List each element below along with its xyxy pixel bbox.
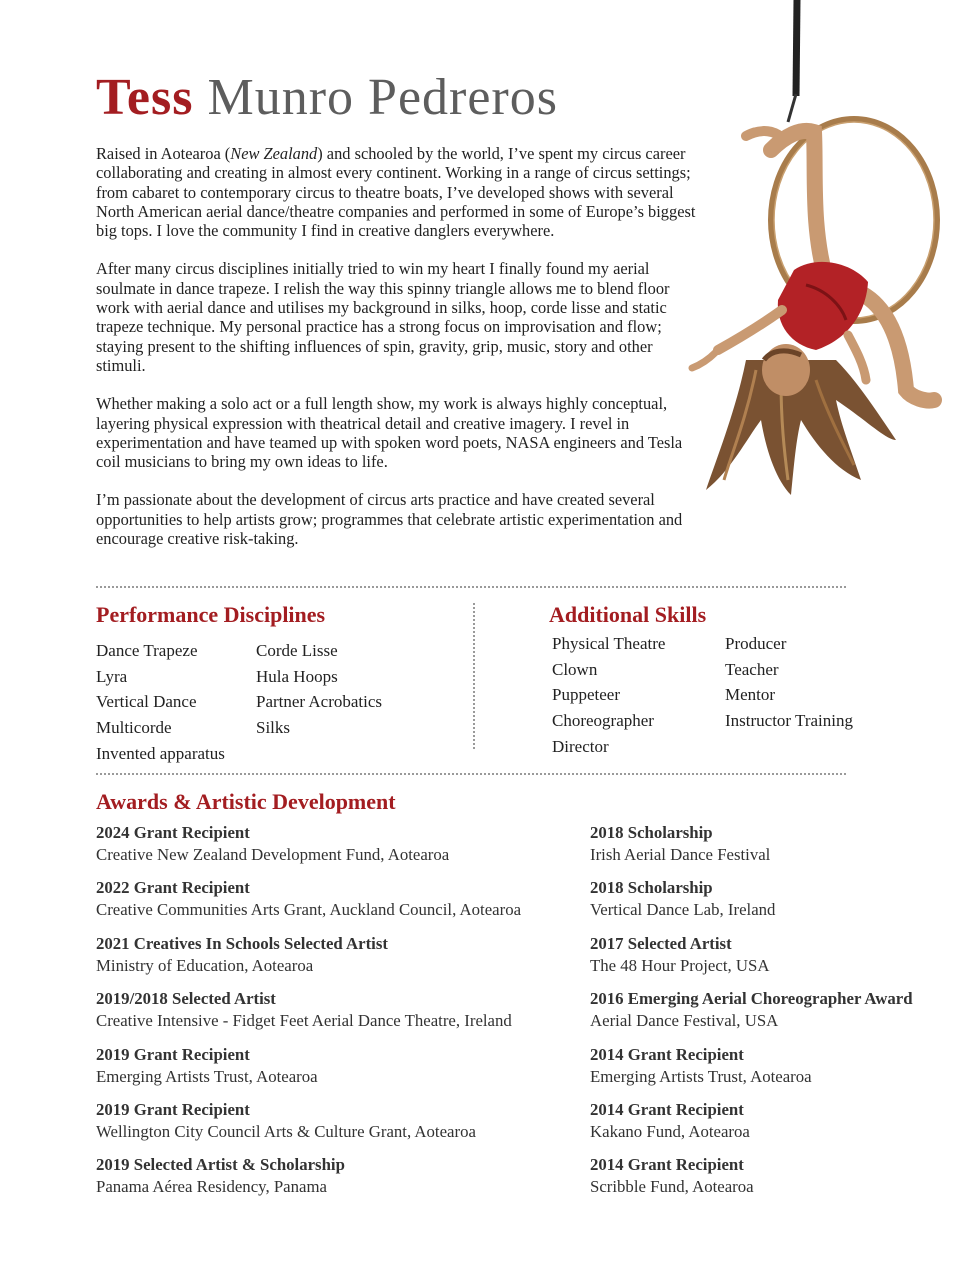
list-item: Physical Theatre	[552, 634, 666, 653]
award-title: 2024 Grant Recipient	[96, 823, 250, 842]
award-title: 2014 Grant Recipient	[590, 1155, 744, 1175]
award-detail: Vertical Dance Lab, Ireland	[590, 900, 776, 920]
award-detail: Wellington City Council Arts & Culture Grant, Aotearoa	[96, 1121, 476, 1141]
award-detail: Creative New Zealand Development Fund, Aotearoa	[96, 845, 450, 864]
award-detail: Emerging Artists Trust, Aotearoa	[96, 1066, 318, 1086]
column-divider	[473, 603, 475, 749]
award-title: 2021 Creatives In Schools Selected Artist	[96, 933, 388, 953]
list-item: Silks	[256, 718, 291, 738]
award-detail: The 48 Hour Project, USA	[590, 955, 770, 975]
section-divider-bottom	[96, 773, 846, 775]
award-item	[96, 1154, 521, 1209]
bio-p1-text-b: ) and schooled by the world, I’ve spent my circus career collaborating and creating in almost every continent. Working in a range of circus settings; from cabaret to contemporary circus to theatre boats, I’ve developed shows with several North American aerial dance/theatre companies and performed in some of Europe’s biggest big tops. I love the community I find in creative danglers everywhere.	[96, 144, 696, 241]
award-title: 2018 Scholarship	[590, 823, 713, 842]
bio-paragraph-1	[96, 144, 706, 240]
award-item	[96, 933, 521, 988]
list-item: Teacher	[725, 659, 779, 679]
list-item: Mentor	[725, 685, 776, 705]
first-name: Tess	[96, 69, 194, 126]
award-title: 2019 Grant Recipient	[96, 1044, 250, 1064]
award-detail: Scribble Fund, Aotearoa	[590, 1177, 754, 1197]
award-item	[96, 1099, 521, 1154]
disciplines-title: Performance Disciplines	[96, 602, 326, 627]
award-item	[590, 822, 913, 877]
skills-list-col1	[552, 631, 665, 759]
award-item	[590, 988, 913, 1043]
award-title: 2017 Selected Artist	[590, 933, 732, 953]
list-item: Producer	[725, 634, 787, 653]
award-detail: Irish Aerial Dance Festival	[590, 845, 771, 864]
award-title: 2019 Selected Artist & Scholarship	[96, 1155, 345, 1175]
award-title: 2019/2018 Selected Artist	[96, 989, 276, 1009]
list-item: Partner Acrobatics	[256, 692, 383, 712]
list-item: Hula Hoops	[256, 666, 338, 686]
award-detail: Panama Aérea Residency, Panama	[96, 1177, 327, 1197]
award-item	[590, 877, 913, 932]
award-item	[96, 822, 521, 877]
award-detail: Creative Communities Arts Grant, Auckland Council, Aotearoa	[96, 900, 522, 920]
bio-section	[96, 144, 706, 567]
bio-p1-italic: New Zealand	[230, 144, 318, 163]
award-detail: Creative Intensive - Fidget Feet Aerial Dance Theatre, Ireland	[96, 1011, 512, 1031]
bio-paragraph-4: I’m passionate about the development of circus arts practice and have created several opportunities to help artists grow; programmes that celebrate artistic experimentation and encourage creative risk-taking.	[96, 490, 683, 549]
award-item	[96, 877, 521, 932]
award-title: 2019 Grant Recipient	[96, 1099, 250, 1119]
list-item: Corde Lisse	[256, 641, 338, 660]
list-item: Vertical Dance	[96, 692, 197, 712]
list-item: Choreographer	[552, 711, 654, 731]
award-item	[590, 933, 913, 988]
award-item	[590, 1099, 913, 1154]
skills-title: Additional Skills	[549, 602, 707, 627]
list-item: Director	[552, 736, 609, 756]
award-title: 2022 Grant Recipient	[96, 878, 250, 898]
award-item	[590, 1044, 913, 1099]
award-title: 2014 Grant Recipient	[590, 1099, 744, 1119]
award-title: 2018 Scholarship	[590, 878, 713, 898]
bio-paragraph-3: Whether making a solo act or a full length show, my work is always highly conceptual, layering physical expression with theatrical detail and creative imagery. I revel in experimentation and have teamed up with spoken word poets, NASA engineers and Tesla coil musicians to bring my own ideas to life.	[96, 394, 683, 472]
award-detail: Emerging Artists Trust, Aotearoa	[590, 1066, 812, 1086]
page-title	[96, 68, 558, 128]
list-item: Dance Trapeze	[96, 641, 198, 660]
skills-list-col2	[725, 631, 853, 734]
bio-p1-text-a: Raised in Aotearoa (	[96, 144, 231, 163]
list-item: Puppeteer	[552, 685, 620, 705]
award-detail: Ministry of Education, Aotearoa	[96, 955, 314, 975]
list-item: Invented apparatus	[96, 743, 225, 763]
section-divider-top	[96, 586, 846, 588]
award-detail: Aerial Dance Festival, USA	[590, 1011, 779, 1031]
list-item: Multicorde	[96, 718, 172, 738]
award-item	[96, 988, 521, 1043]
award-detail: Kakano Fund, Aotearoa	[590, 1121, 750, 1141]
award-item	[96, 1044, 521, 1099]
award-item	[590, 1154, 913, 1209]
list-item: Instructor Training	[725, 711, 853, 731]
disciplines-list-col1	[96, 638, 225, 766]
disciplines-list-col2	[256, 638, 382, 741]
aerial-hoop-performer-photo	[676, 0, 946, 500]
awards-left-column	[96, 822, 521, 1210]
list-item: Clown	[552, 659, 598, 679]
award-title: 2014 Grant Recipient	[590, 1044, 744, 1064]
awards-right-column	[590, 822, 913, 1210]
awards-title: Awards & Artistic Development	[96, 789, 396, 814]
last-name: Munro Pedreros	[207, 69, 558, 126]
award-title: 2016 Emerging Aerial Choreographer Award	[590, 989, 913, 1009]
bio-paragraph-2: After many circus disciplines initially tried to win my heart I finally found my aerial soulmate in dance trapeze. I relish the way this spinny triangle allows me to blend floor work with aerial dance and utilises my background in silks, hoop, corde lisse and static trapeze technique. My personal practice has a strong focus on improvisation and flow; staying present to the shifting influences of spin, gravity, grip, music, story and other stimuli.	[96, 259, 670, 375]
list-item: Lyra	[96, 666, 128, 686]
